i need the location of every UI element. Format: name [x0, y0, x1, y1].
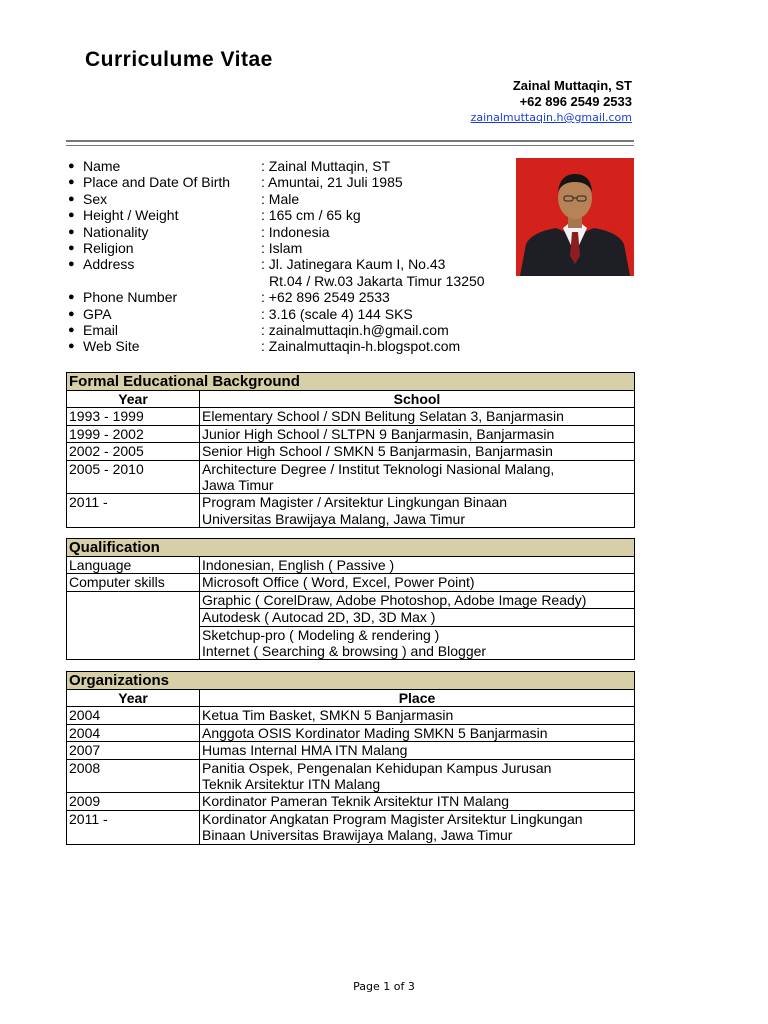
school-cell: Senior High School / SMKN 5 Banjarmasin, Banjarmasin: [200, 443, 635, 460]
year-cell: 2004: [67, 707, 200, 724]
place-cell: Humas Internal HMA ITN Malang: [200, 742, 635, 759]
info-label: Email: [83, 321, 119, 338]
info-row-gpa: [68, 306, 508, 322]
bullet-icon: ●: [68, 340, 75, 353]
bullet-icon: ●: [68, 307, 75, 320]
info-value: : Amuntai, 21 Juli 1985: [261, 174, 403, 191]
info-label: Religion: [83, 239, 134, 256]
info-row-email: [68, 322, 508, 338]
education-table: [66, 372, 635, 528]
document-title: Curriculume Vitae: [85, 48, 273, 71]
place-cell: Anggota OSIS Kordinator Mading SMKN 5 Banjarmasin: [200, 724, 635, 741]
info-row-website: [68, 338, 508, 354]
school-cell: Program Magister / Arsitektur Lingkungan Binaan Universitas Brawijaya Malang, Jawa Timur: [200, 494, 635, 528]
column-header-place: Place: [200, 690, 635, 707]
organizations-heading: Organizations: [67, 672, 635, 690]
year-cell: 2002 - 2005: [67, 443, 200, 460]
bullet-icon: ●: [68, 241, 75, 254]
info-label: Address: [83, 256, 135, 273]
person-portrait-icon: [516, 158, 634, 276]
bullet-icon: ●: [68, 209, 75, 222]
table-row: [67, 425, 635, 442]
column-header-year: Year: [67, 690, 200, 707]
bullet-icon: ●: [68, 176, 75, 189]
skill-item: Microsoft Office ( Word, Excel, Power Point): [200, 574, 635, 591]
table-row: [67, 707, 635, 724]
year-cell: 2005 - 2010: [67, 460, 200, 494]
info-label: Nationality: [83, 223, 149, 240]
year-cell: 1993 - 1999: [67, 408, 200, 425]
contact-email-link[interactable]: zainalmuttaqin.h@gmail.com: [470, 111, 632, 124]
skill-item: Sketchup-pro ( Modeling & rendering ) Internet ( Searching & browsing ) and Blogger: [200, 626, 635, 660]
year-cell: 2011 -: [67, 494, 200, 528]
personal-info-list: [68, 158, 508, 355]
contact-block: [471, 78, 632, 126]
school-cell: Junior High School / SLTPN 9 Banjarmasin, Banjarmasin: [200, 425, 635, 442]
info-row-address-line2: [68, 273, 508, 289]
column-header-school: School: [200, 391, 635, 408]
info-value: : Zainalmuttaqin-h.blogspot.com: [261, 338, 461, 355]
info-value: : Indonesia: [261, 223, 330, 240]
profile-photo: [516, 158, 634, 276]
bullet-icon: ●: [68, 192, 75, 205]
place-cell: Ketua Tim Basket, SMKN 5 Banjarmasin: [200, 707, 635, 724]
year-cell: 2011 -: [67, 810, 200, 844]
info-label: Sex: [83, 190, 108, 207]
info-label: Name: [83, 158, 121, 174]
info-label: Web Site: [83, 338, 140, 355]
info-value: : Zainal Muttaqin, ST: [261, 158, 391, 174]
info-value: : zainalmuttaqin.h@gmail.com: [261, 321, 449, 338]
info-row-religion: [68, 240, 508, 256]
qualification-heading: Qualification: [67, 539, 635, 557]
column-header-year: Year: [67, 391, 200, 408]
table-row: [67, 460, 635, 494]
skill-item: Autodesk ( Autocad 2D, 3D, 3D Max ): [200, 609, 635, 626]
table-row: [67, 557, 635, 574]
contact-phone: +62 896 2549 2533: [519, 94, 632, 109]
info-row-nationality: [68, 224, 508, 240]
organizations-table: [66, 671, 635, 845]
table-row: [67, 724, 635, 741]
place-cell: Kordinator Pameran Teknik Arsitektur ITN Malang: [200, 793, 635, 810]
info-row-birth: [68, 174, 508, 190]
info-row-sex: [68, 191, 508, 207]
info-value: : Male: [261, 190, 300, 207]
info-row-name: [68, 158, 508, 174]
bullet-icon: ●: [68, 291, 75, 304]
bullet-icon: ●: [68, 160, 75, 172]
page-number: Page 1 of 3: [353, 980, 415, 993]
school-cell: Architecture Degree / Institut Teknologi Nasional Malang, Jawa Timur: [200, 460, 635, 494]
table-row: [67, 443, 635, 460]
table-row: [67, 408, 635, 425]
skill-item: Graphic ( CorelDraw, Adobe Photoshop, Adobe Image Ready): [200, 591, 635, 608]
info-value: : +62 896 2549 2533: [261, 289, 390, 306]
info-row-height-weight: [68, 207, 508, 223]
computer-skills-label: Computer skills: [67, 574, 200, 591]
contact-name: Zainal Muttaqin, ST: [512, 78, 632, 93]
bullet-icon: ●: [68, 258, 75, 271]
info-label: Place and Date Of Birth: [83, 174, 231, 191]
info-value: Rt.04 / Rw.03 Jakarta Timur 13250: [269, 272, 485, 289]
bullet-icon: ●: [68, 323, 75, 336]
info-value: : 165 cm / 65 kg: [261, 207, 361, 224]
table-row: [67, 742, 635, 759]
place-cell: Kordinator Angkatan Program Magister Arsitektur Lingkungan Binaan Universitas Brawijaya Malang, Jawa Timur: [200, 810, 635, 844]
info-value: : Islam: [261, 239, 303, 256]
divider-line: [66, 140, 634, 142]
info-label: Height / Weight: [83, 207, 179, 224]
language-label: Language: [67, 557, 200, 574]
year-cell: 2004: [67, 724, 200, 741]
year-cell: 2008: [67, 759, 200, 793]
year-cell: 2007: [67, 742, 200, 759]
bullet-icon: ●: [68, 225, 75, 238]
table-row: [67, 759, 635, 793]
info-value: : 3.16 (scale 4) 144 SKS: [261, 305, 413, 322]
year-cell: 1999 - 2002: [67, 425, 200, 442]
education-heading: Formal Educational Background: [67, 373, 635, 391]
table-row: [67, 591, 635, 608]
qualification-table: [66, 538, 635, 660]
table-row: [67, 810, 635, 844]
table-row: [67, 793, 635, 810]
info-row-address: [68, 256, 508, 272]
year-cell: 2009: [67, 793, 200, 810]
info-label: GPA: [83, 305, 112, 322]
place-cell: Panitia Ospek, Pengenalan Kehidupan Kampus Jurusan Teknik Arsitektur ITN Malang: [200, 759, 635, 793]
info-row-phone: [68, 289, 508, 305]
divider-line-thin: [66, 145, 634, 146]
info-label: Phone Number: [83, 289, 178, 306]
school-cell: Elementary School / SDN Belitung Selatan 3, Banjarmasin: [200, 408, 635, 425]
info-value: : Jl. Jatinegara Kaum I, No.43: [261, 256, 446, 273]
table-row: [67, 574, 635, 591]
table-row: [67, 494, 635, 528]
language-value: Indonesian, English ( Passive ): [200, 557, 635, 574]
